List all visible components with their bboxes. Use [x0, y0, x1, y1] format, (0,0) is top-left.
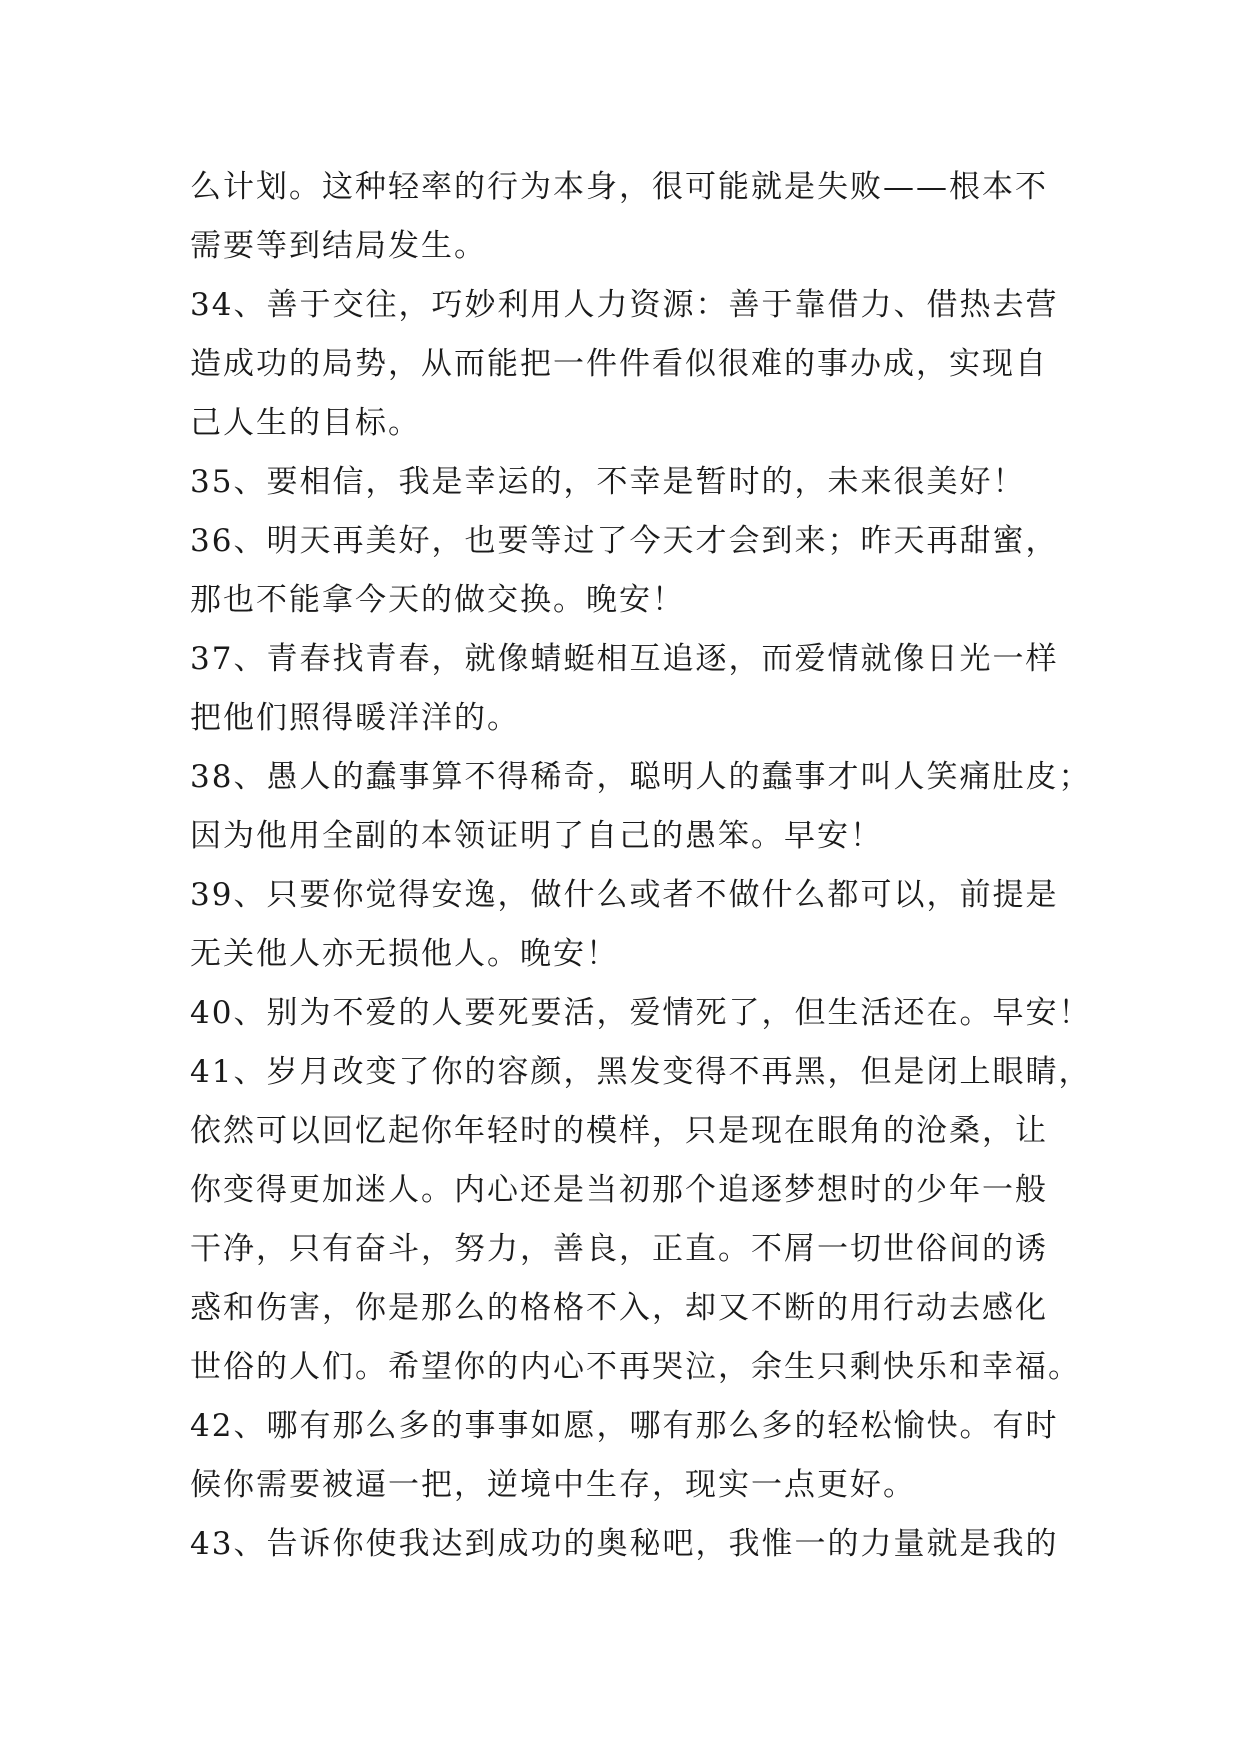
text-line: 把他们照得暖洋洋的。 [190, 700, 520, 736]
text-line: 37、青春找青春，就像蜻蜓相互追逐，而爱情就像日光一样 [190, 641, 1059, 677]
text-line: 干净，只有奋斗，努力，善良，正直。不屑一切世俗间的诱 [190, 1231, 1048, 1267]
text-line: 42、哪有那么多的事事如愿，哪有那么多的轻松愉快。有时 [190, 1408, 1059, 1444]
text-line: 依然可以回忆起你年轻时的模样，只是现在眼角的沧桑，让 [190, 1113, 1048, 1149]
text-line: 40、别为不爱的人要死要活，爱情死了，但生活还在。早安！ [190, 995, 1092, 1031]
text-line: 41、岁月改变了你的容颜，黑发变得不再黑，但是闭上眼睛， [190, 1054, 1092, 1090]
text-line: 需要等到结局发生。 [190, 228, 487, 264]
text-line: 你变得更加迷人。内心还是当初那个追逐梦想时的少年一般 [190, 1172, 1048, 1208]
text-line: 无关他人亦无损他人。晚安！ [190, 936, 619, 972]
text-line: 43、告诉你使我达到成功的奥秘吧，我惟一的力量就是我的 [190, 1526, 1059, 1562]
text-line: 因为他用全副的本领证明了自己的愚笨。早安！ [190, 818, 883, 854]
text-line: 34、善于交往，巧妙利用人力资源：善于靠借力、借热去营 [190, 287, 1059, 323]
text-line: 候你需要被逼一把，逆境中生存，现实一点更好。 [190, 1467, 916, 1503]
text-line: 38、愚人的蠢事算不得稀奇，聪明人的蠢事才叫人笑痛肚皮； [190, 759, 1092, 795]
text-line: 惑和伤害，你是那么的格格不入，却又不断的用行动去感化 [190, 1290, 1048, 1326]
text-line: 么计划。这种轻率的行为本身，很可能就是失败——根本不 [190, 169, 1048, 205]
text-line: 造成功的局势，从而能把一件件看似很难的事办成，实现自 [190, 346, 1048, 382]
document-body [190, 158, 1092, 1574]
text-line: 世俗的人们。希望你的内心不再哭泣，余生只剩快乐和幸福。 [190, 1349, 1081, 1385]
text-line: 35、要相信，我是幸运的，不幸是暂时的，未来很美好！ [190, 464, 1026, 500]
text-line: 39、只要你觉得安逸，做什么或者不做什么都可以，前提是 [190, 877, 1059, 913]
text-line: 36、明天再美好，也要等过了今天才会到来；昨天再甜蜜， [190, 523, 1059, 559]
text-line: 己人生的目标。 [190, 405, 421, 441]
text-line: 那也不能拿今天的做交换。晚安！ [190, 582, 685, 618]
